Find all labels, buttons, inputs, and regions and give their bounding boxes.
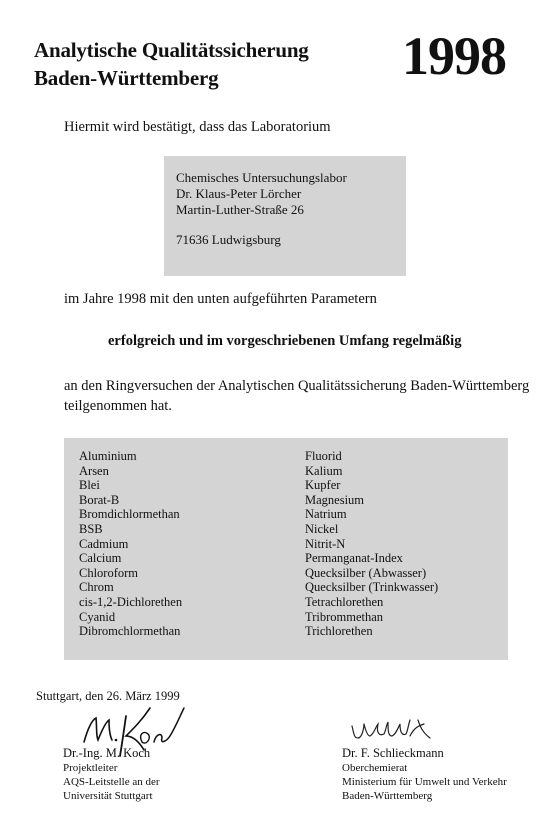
intro-text: Hiermit wird bestätigt, dass das Laboratorium [64,119,331,135]
parameter-item: BSB [79,521,103,536]
parameter-item: Blei [79,478,100,493]
signatory-left-role-1: Projektleiter [63,762,118,774]
signatory-right [342,745,507,803]
lab-name: Chemisches Untersuchungslabor [176,170,347,185]
statement-line-1: im Jahre 1998 mit den unten aufgeführten Parametern [64,291,377,307]
parameter-item: Tetrachlorethen [305,594,384,609]
parameter-item: Kupfer [305,478,341,493]
lab-city: 71636 Ludwigsburg [176,232,281,247]
title-line-2: Baden-Württemberg [34,66,219,90]
parameter-item: Borat-B [79,492,120,507]
parameter-item: cis-1,2-Dichlorethen [79,594,183,609]
statement-emphasis: erfolgreich und im vorgeschriebenen Umfang regelmäßig [108,333,462,349]
parameters-left-column [79,449,182,639]
parameter-item: Chrom [79,580,114,595]
place-date: Stuttgart, den 26. März 1999 [36,689,180,703]
parameter-item: Quecksilber (Abwasser) [305,565,427,580]
parameter-item: Cadmium [79,536,129,551]
certificate-title [34,36,309,92]
parameter-item: Cyanid [79,609,116,624]
statement-line-3: teilgenommen hat. [64,398,172,414]
parameter-item: Kalium [305,463,343,478]
laboratory-address [176,170,347,248]
lab-person: Dr. Klaus-Peter Lörcher [176,186,302,201]
statement-line-2: an den Ringversuchen der Analytischen Qualitätssicherung Baden-Württemberg [64,378,530,394]
parameter-item: Fluorid [305,449,342,463]
signatory-right-role-2: Ministerium für Umwelt und Verkehr [342,776,507,788]
parameter-item: Dibromchlormethan [79,624,181,639]
parameter-item: Nitrit-N [305,536,346,551]
parameter-item: Arsen [79,463,109,478]
certificate-year: 1998 [402,26,506,86]
parameter-item: Quecksilber (Trinkwasser) [305,580,439,595]
parameter-item: Magnesium [305,492,365,507]
parameter-item: Trichlorethen [305,624,373,639]
signatory-left-role-2: AQS-Leitstelle an der [63,776,160,788]
signatory-left [63,745,160,803]
signatory-right-role-3: Baden-Württemberg [342,790,433,802]
signatory-right-role-1: Oberchemierat [342,762,408,774]
parameter-item: Nickel [305,521,339,536]
parameters-right-column [305,449,438,639]
parameter-item: Bromdichlormethan [79,507,180,522]
title-line-1: Analytische Qualitätssicherung [34,38,309,62]
parameter-item: Aluminium [79,449,137,463]
lab-street: Martin-Luther-Straße 26 [176,202,304,217]
signatory-left-name: Dr.-Ing. M. Koch [63,746,151,760]
signatory-right-name: Dr. F. Schlieckmann [342,746,444,760]
parameter-item: Calcium [79,551,122,566]
signatory-left-role-3: Universität Stuttgart [63,790,153,802]
parameter-item: Natrium [305,507,347,522]
signature-right-image [346,716,436,746]
parameter-item: Tribrommethan [305,609,384,624]
parameter-item: Chloroform [79,565,139,580]
parameter-item: Permanganat-Index [305,551,403,566]
